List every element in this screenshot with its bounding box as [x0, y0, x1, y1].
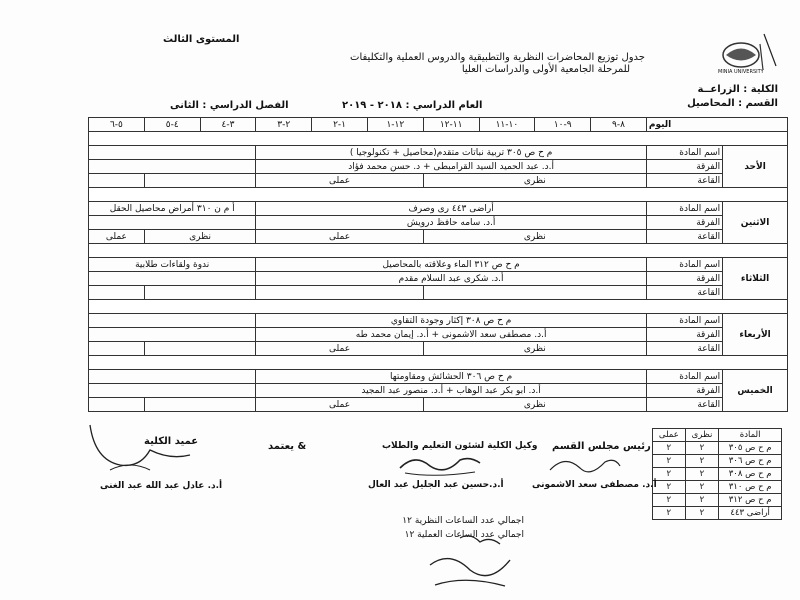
staff-cell: أ.د. شكرى عبد السلام مقدم — [256, 272, 646, 286]
practical-room-cell: عملى — [256, 230, 423, 244]
theory-room-cell-secondary — [144, 174, 256, 188]
theory-room-cell: نظرى — [423, 230, 646, 244]
time-slot-header: ٢-٣ — [256, 118, 312, 132]
theory-room-cell — [423, 286, 646, 300]
theory-room-cell: نظرى — [423, 398, 646, 412]
dept-head-name: أ.د. مصطفى سعد الاشمونى — [532, 480, 657, 490]
staff-cell: أ.د. عبد الحميد السيد القرامبطى + د. حسن محمد فؤاد — [256, 160, 646, 174]
summary-header-cell: عملى — [653, 429, 686, 442]
semester-label: الفصل الدراسي : الثانى — [170, 100, 289, 111]
summary-cell: ٢ — [653, 494, 686, 507]
day-separator — [89, 244, 788, 258]
faculty-label: الكلية : الزراعــة — [697, 84, 778, 95]
summary-cell: م ح ص ٣٠٨ — [719, 468, 782, 481]
summary-row — [653, 481, 782, 494]
summary-cell: ٢ — [653, 468, 686, 481]
theory-room-cell-secondary — [144, 342, 256, 356]
summary-cell: م ح ص ٣١٠ — [719, 481, 782, 494]
hours-summary-table — [652, 428, 782, 520]
university-logo — [716, 40, 766, 78]
subject-cell: أراضى ٤٤٣ رى وصرف — [256, 202, 646, 216]
theory-room-cell-secondary — [144, 286, 256, 300]
row-label: اسم المادة — [646, 314, 722, 328]
subject-cell: م ح ص ٣٠٥ تربية نباتات متقدم(محاصيل + تكنولوجيا ) — [256, 146, 646, 160]
theory-room-cell-secondary — [144, 398, 256, 412]
time-slot-header: ١-٢ — [312, 118, 368, 132]
staff-cell-secondary — [89, 160, 256, 174]
summary-cell: أراضى ٤٤٣ — [719, 507, 782, 520]
schedule-row — [89, 174, 788, 188]
vice-dean-title: وكيل الكلية لشئون التعليم والطلاب — [382, 441, 538, 451]
practical-room-cell: عملى — [256, 174, 423, 188]
day-name: الأربعاء — [723, 314, 788, 356]
vice-dean-signature — [395, 448, 485, 480]
subject-cell-secondary — [89, 314, 256, 328]
row-label: اسم المادة — [646, 370, 722, 384]
summary-cell: ٢ — [685, 455, 719, 468]
approve-label: يعتمد & — [268, 441, 307, 452]
subject-cell-secondary — [89, 370, 256, 384]
summary-row — [653, 442, 782, 455]
practical-room-cell-secondary — [89, 286, 145, 300]
schedule-table — [88, 117, 788, 412]
time-slot-header: ٥-٦ — [89, 118, 145, 132]
summary-cell: ٢ — [685, 481, 719, 494]
row-label: الفرقة — [646, 216, 722, 230]
summary-cell: ٢ — [653, 481, 686, 494]
doc-title-line1: جدول توزيع المحاضرات النظرية والتطبيقية والدروس العملية والتكليفات — [350, 52, 645, 63]
summary-header-cell: المادة — [719, 429, 782, 442]
subject-cell: م ح ص ٣٠٨ إكثار وجودة التقاوي — [256, 314, 646, 328]
staff-cell: أ.د. ابو بكر عبد الوهاب + أ.د. منصور عبد المجيد — [256, 384, 646, 398]
schedule-row — [89, 160, 788, 174]
schedule-row — [89, 146, 788, 160]
time-slot-header: ١١-١٢ — [423, 118, 479, 132]
doc-title-line2: للمرحلة الجامعية الأولى والدراسات العليا — [461, 64, 630, 75]
department-label: القسم : المحاصيل — [687, 98, 778, 109]
staff-cell: أ.د. مصطفى سعد الاشمونى + أ.د. إيمان محمد طه — [256, 328, 646, 342]
summary-row — [653, 507, 782, 520]
practical-room-cell: عملى — [256, 398, 423, 412]
schedule-row — [89, 370, 788, 384]
summary-cell: ٢ — [653, 507, 686, 520]
theory-room-cell: نظرى — [423, 174, 646, 188]
practical-room-cell: عملى — [256, 342, 423, 356]
dean-signature — [80, 420, 200, 480]
summary-row — [653, 494, 782, 507]
dean-title: عميد الكلية — [144, 436, 199, 447]
practical-room-cell-secondary — [89, 174, 145, 188]
staff-cell-secondary — [89, 216, 256, 230]
time-slot-header: ١٠-١١ — [479, 118, 535, 132]
row-label: القاعة — [646, 230, 722, 244]
schedule-row — [89, 398, 788, 412]
staff-cell-secondary — [89, 328, 256, 342]
practical-room-cell — [256, 286, 423, 300]
row-label: الفرقة — [646, 160, 722, 174]
dean-name: أ.د. عادل عبد الله عبد الغنى — [100, 481, 223, 491]
schedule-row — [89, 384, 788, 398]
schedule-row — [89, 272, 788, 286]
day-name: الاثنين — [723, 202, 788, 244]
summary-row — [653, 468, 782, 481]
total-practical-hours: اجمالي عدد الساعات العملية ١٢ — [404, 530, 524, 540]
day-header: اليوم — [646, 118, 787, 132]
row-label: القاعة — [646, 398, 722, 412]
schedule-row — [89, 258, 788, 272]
row-label: اسم المادة — [646, 146, 722, 160]
summary-cell: ٢ — [685, 468, 719, 481]
practical-room-cell-secondary — [89, 398, 145, 412]
summary-cell: م ح ص ٣٠٦ — [719, 455, 782, 468]
summary-row — [653, 455, 782, 468]
schedule-row — [89, 286, 788, 300]
subject-cell: م ح ص ٣١٢ الماء وعلاقته بالمحاصيل — [256, 258, 646, 272]
day-name: الأحد — [723, 146, 788, 188]
schedule-row — [89, 342, 788, 356]
day-name: الخميس — [723, 370, 788, 412]
vice-dean-name: أ.د.حسين عبد الجليل عبد العال — [368, 480, 504, 490]
time-slot-header: ٨-٩ — [591, 118, 647, 132]
schedule-row — [89, 314, 788, 328]
theory-room-cell-secondary: نظرى — [144, 230, 256, 244]
schedule-row — [89, 328, 788, 342]
total-theory-hours: اجمالي عدد الساعات النظرية ١٢ — [402, 516, 524, 526]
staff-cell-secondary — [89, 384, 256, 398]
dept-head-title: رئيس مجلس القسم — [552, 441, 651, 452]
row-label: القاعة — [646, 286, 722, 300]
row-label: الفرقة — [646, 272, 722, 286]
subject-cell-secondary: أ م ن ٣١٠ أمراض محاصيل الحقل — [89, 202, 256, 216]
row-label: الفرقة — [646, 328, 722, 342]
academic-year: العام الدراسي : ٢٠١٨ - ٢٠١٩ — [342, 100, 483, 111]
summary-cell: ٢ — [685, 507, 719, 520]
time-slot-header: ١٢-١ — [367, 118, 423, 132]
staff-cell: أ.د. سامه حافظ درويش — [256, 216, 646, 230]
summary-cell: م ح ص ٣١٢ — [719, 494, 782, 507]
day-separator — [89, 132, 788, 146]
dept-head-signature — [545, 452, 625, 482]
level-label: المستوى الثالث — [163, 34, 240, 45]
summary-cell: ٢ — [653, 455, 686, 468]
time-slot-header: ٤-٥ — [144, 118, 200, 132]
logo-text: MINIA UNIVERSITY — [718, 69, 764, 75]
day-separator — [89, 300, 788, 314]
row-label: القاعة — [646, 174, 722, 188]
day-name: الثلاثاء — [723, 258, 788, 300]
summary-cell: ٢ — [685, 442, 719, 455]
row-label: القاعة — [646, 342, 722, 356]
row-label: اسم المادة — [646, 202, 722, 216]
theory-room-cell: نظرى — [423, 342, 646, 356]
subject-cell-secondary — [89, 146, 256, 160]
summary-cell: ٢ — [653, 442, 686, 455]
subject-cell: م ح ص ٣٠٦ الحشائش ومقاومتها — [256, 370, 646, 384]
time-header-row — [89, 118, 788, 132]
schedule-row — [89, 202, 788, 216]
time-slot-header: ٩-١٠ — [535, 118, 591, 132]
summary-cell: ٢ — [685, 494, 719, 507]
summary-header-row — [653, 429, 782, 442]
corner-mark — [760, 30, 780, 70]
summary-cell: م ح ص ٣٠٥ — [719, 442, 782, 455]
schedule-row — [89, 216, 788, 230]
schedule-row — [89, 230, 788, 244]
summary-header-cell: نظرى — [685, 429, 719, 442]
day-separator — [89, 188, 788, 202]
staff-cell-secondary — [89, 272, 256, 286]
practical-room-cell-secondary: عملى — [89, 230, 145, 244]
day-separator — [89, 356, 788, 370]
practical-room-cell-secondary — [89, 342, 145, 356]
subject-cell-secondary: ندوة ولقاءات طلابية — [89, 258, 256, 272]
row-label: الفرقة — [646, 384, 722, 398]
row-label: اسم المادة — [646, 258, 722, 272]
time-slot-header: ٣-٤ — [200, 118, 256, 132]
handwritten-note — [420, 530, 520, 595]
